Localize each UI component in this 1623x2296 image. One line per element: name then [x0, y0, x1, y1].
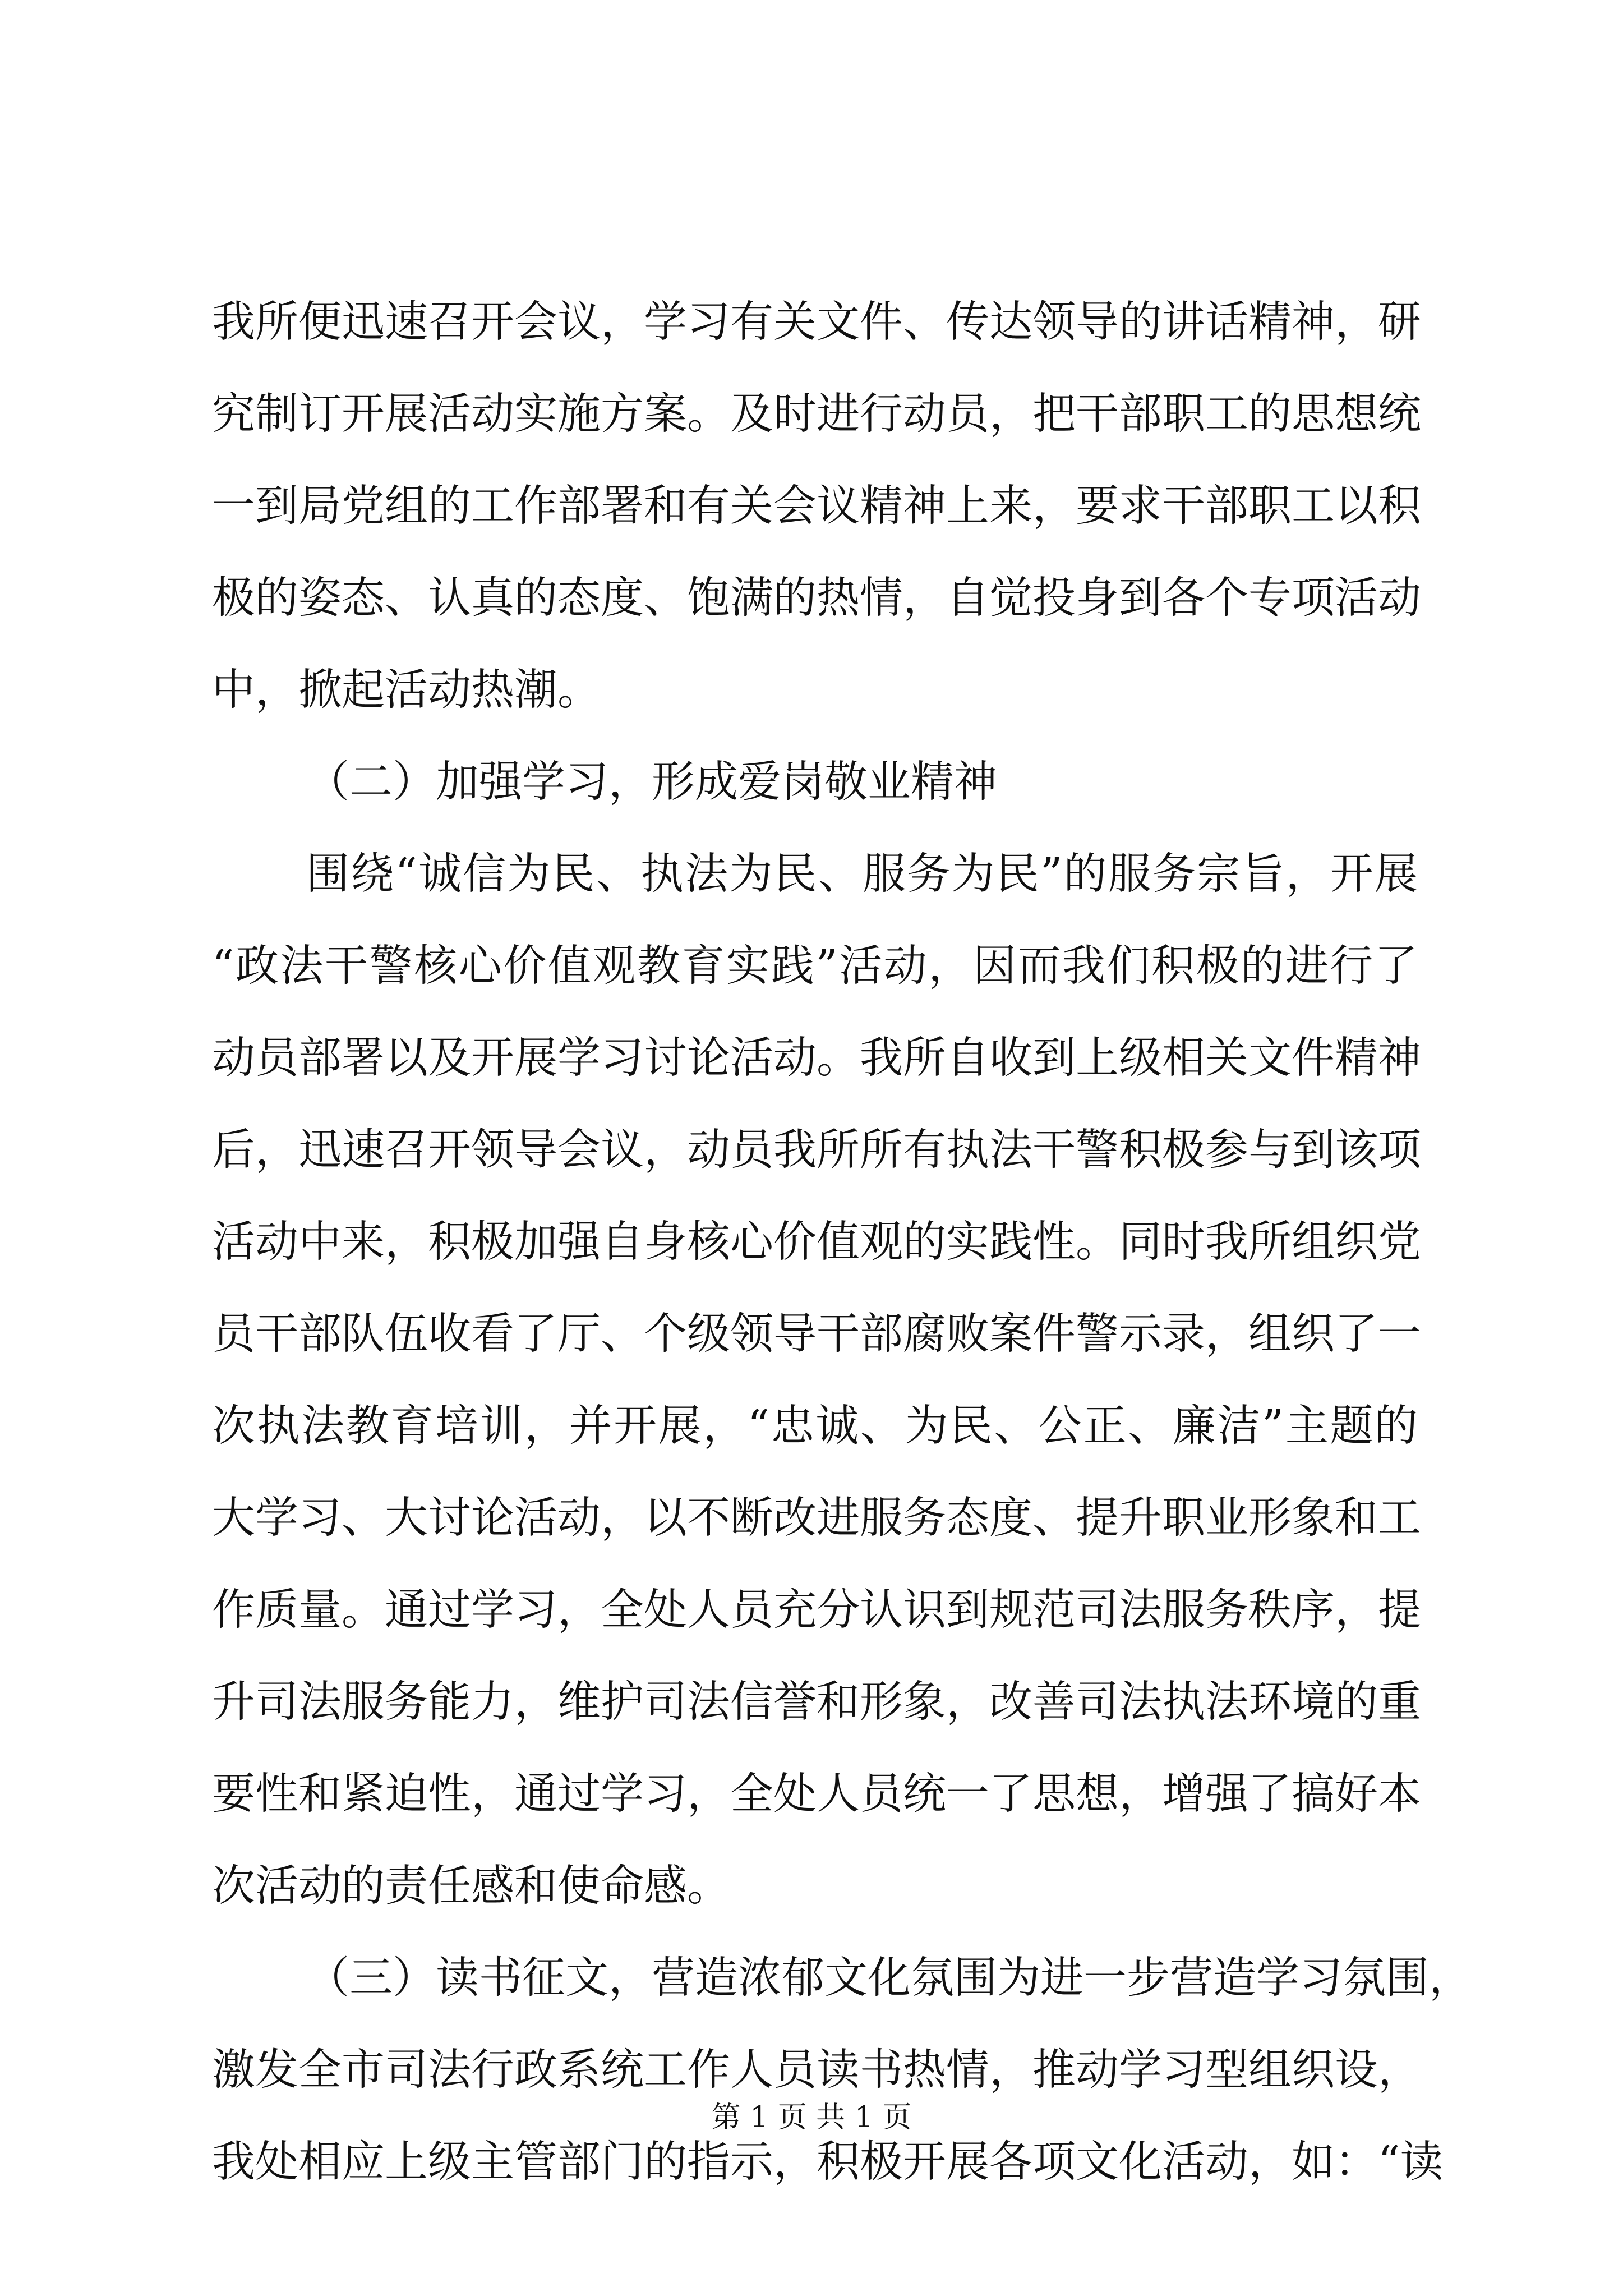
paragraph-line: 要性和紧迫性，通过学习，全处人员统一了思想，增强了搞好本 [212, 1769, 1421, 1819]
paragraph-line: 围绕“诚信为民、执法为民、服务为民”的服务宗旨，开展 [306, 849, 1418, 899]
paragraph-line: 次活动的责任感和使命感。 [212, 1861, 730, 1911]
paragraph-line: 激发全市司法行政系统工作人员读书热情，推动学习型组织设， [212, 2045, 1421, 2095]
paragraph-line: 一到局党组的工作部署和有关会议精神上来，要求干部职工以积 [212, 481, 1421, 531]
paragraph-line: 次执法教育培训，并开展，“忠诚、为民、公正、廉洁”主题的 [212, 1401, 1418, 1451]
paragraph-line: 大学习、大讨论活动，以不断改进服务态度、提升职业形象和工 [212, 1493, 1421, 1543]
paragraph-line: 活动中来，积极加强自身核心价值观的实践性。同时我所组织党 [212, 1217, 1421, 1267]
paragraph-line: 我所便迅速召开会议，学习有关文件、传达领导的讲话精神，研 [212, 297, 1421, 347]
paragraph-line: “政法干警核心价值观教育实践”活动，因而我们积极的进行了 [212, 941, 1418, 991]
paragraph-line: 员干部队伍收看了厅、个级领导干部腐败案件警示录，组织了一 [212, 1309, 1421, 1359]
paragraph-line: （三）读书征文，营造浓郁文化氛围为进一步营造学习氛围， [306, 1953, 1472, 2003]
paragraph-line: 极的姿态、认真的态度、饱满的热情，自觉投身到各个专项活动 [212, 573, 1421, 623]
paragraph-line: 后，迅速召开领导会议，动员我所所有执法干警积极参与到该项 [212, 1125, 1421, 1175]
paragraph-line: 我处相应上级主管部门的指示，积极开展各项文化活动，如：“读 [212, 2137, 1444, 2187]
paragraph-line: 究制订开展活动实施方案。及时进行动员，把干部职工的思想统 [212, 389, 1421, 439]
paragraph-line: 动员部署以及开展学习讨论活动。我所自收到上级相关文件精神 [212, 1033, 1421, 1083]
paragraph-line: 升司法服务能力，维护司法信誉和形象，改善司法执法环境的重 [212, 1677, 1421, 1727]
paragraph-line: 中，掀起活动热潮。 [212, 665, 601, 715]
section-heading: （二）加强学习，形成爱岗敬业精神 [306, 757, 997, 807]
page-number: 第 1 页 共 1 页 [711, 2101, 912, 2134]
paragraph-line: 作质量。通过学习，全处人员充分认识到规范司法服务秩序，提 [212, 1585, 1421, 1635]
